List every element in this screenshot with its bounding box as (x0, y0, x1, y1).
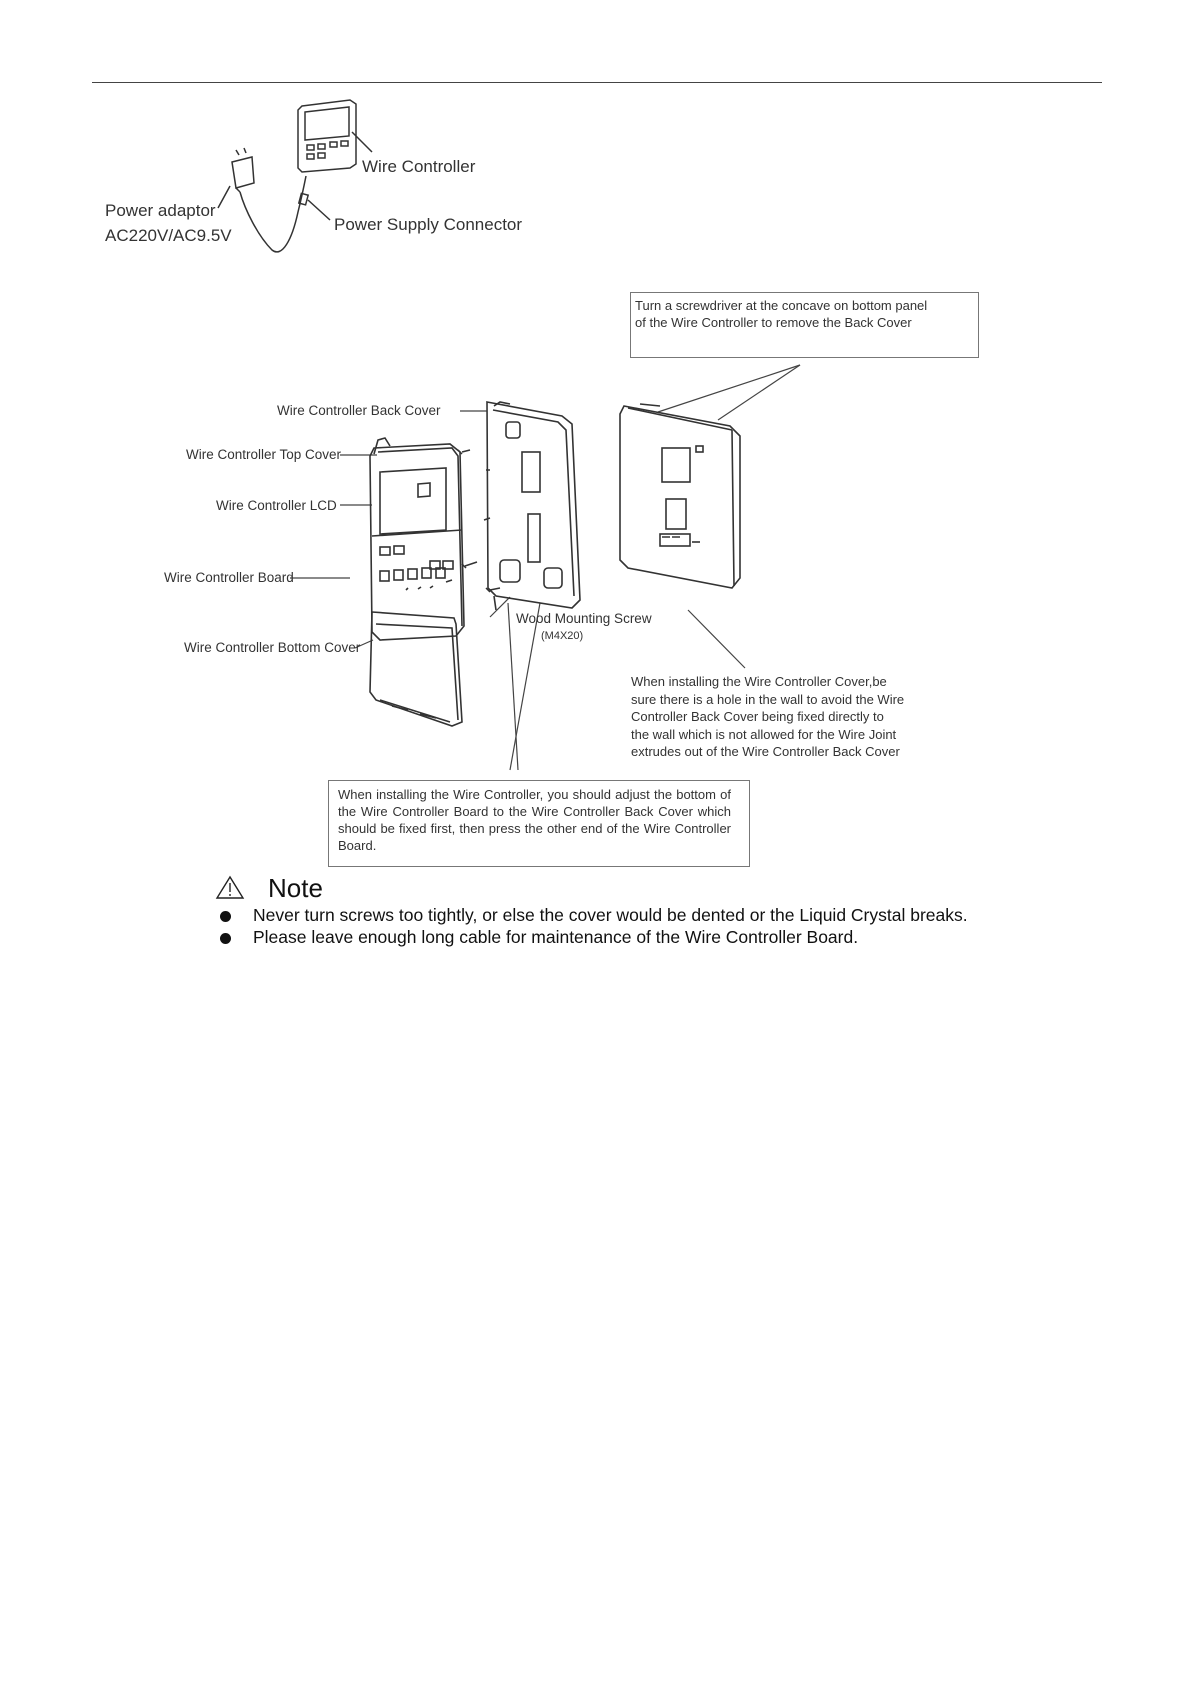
board-label: Wire Controller Board (164, 570, 294, 585)
note-item: Never turn screws too tightly, or else the cover would be dented or the Liquid Crystal breaks. (253, 905, 968, 925)
screw-size-label: (M4X20) (541, 630, 584, 642)
back-cover-label: Wire Controller Back Cover (277, 403, 441, 418)
top-cover-label: Wire Controller Top Cover (186, 447, 342, 462)
callout-text: When installing the Wire Controller, you should adjust the bottom of the Wire Controller Board to the Wire Controller Back Cover which should be fixed first, then press the other end of the Wire Controller Board. (338, 787, 731, 853)
power-supply-connector-label: Power Supply Connector (334, 215, 523, 234)
callout-line: extrudes out of the Wire Controller Back Cover (631, 744, 900, 760)
note-title: Note (268, 873, 323, 903)
warning-icon (217, 877, 243, 898)
callout-line: sure there is a hole in the wall to avoid the Wire (631, 691, 905, 707)
callout-line: of the Wire Controller to remove the Back Cover (635, 315, 912, 330)
bottom-cover-label: Wire Controller Bottom Cover (184, 640, 361, 655)
note-item: Please leave enough long cable for maintenance of the Wire Controller Board. (253, 927, 859, 947)
wire-controller-label: Wire Controller (362, 157, 476, 176)
bullet-icon (220, 911, 231, 922)
adaptor-rating-label: AC220V/AC9.5V (105, 226, 232, 245)
callout-line: the wall which is not allowed for the Wire Joint (631, 726, 897, 742)
power-adaptor-label: Power adaptor (105, 201, 216, 220)
lcd-label: Wire Controller LCD (216, 498, 337, 513)
callout-line: When installing the Wire Controller Cover,be (631, 674, 887, 689)
callout-line: Turn a screwdriver at the concave on bottom panel (635, 298, 928, 313)
screw-label: Wood Mounting Screw (516, 611, 652, 626)
callout-line: Controller Back Cover being fixed directly to (631, 709, 884, 725)
bullet-icon (220, 933, 231, 944)
